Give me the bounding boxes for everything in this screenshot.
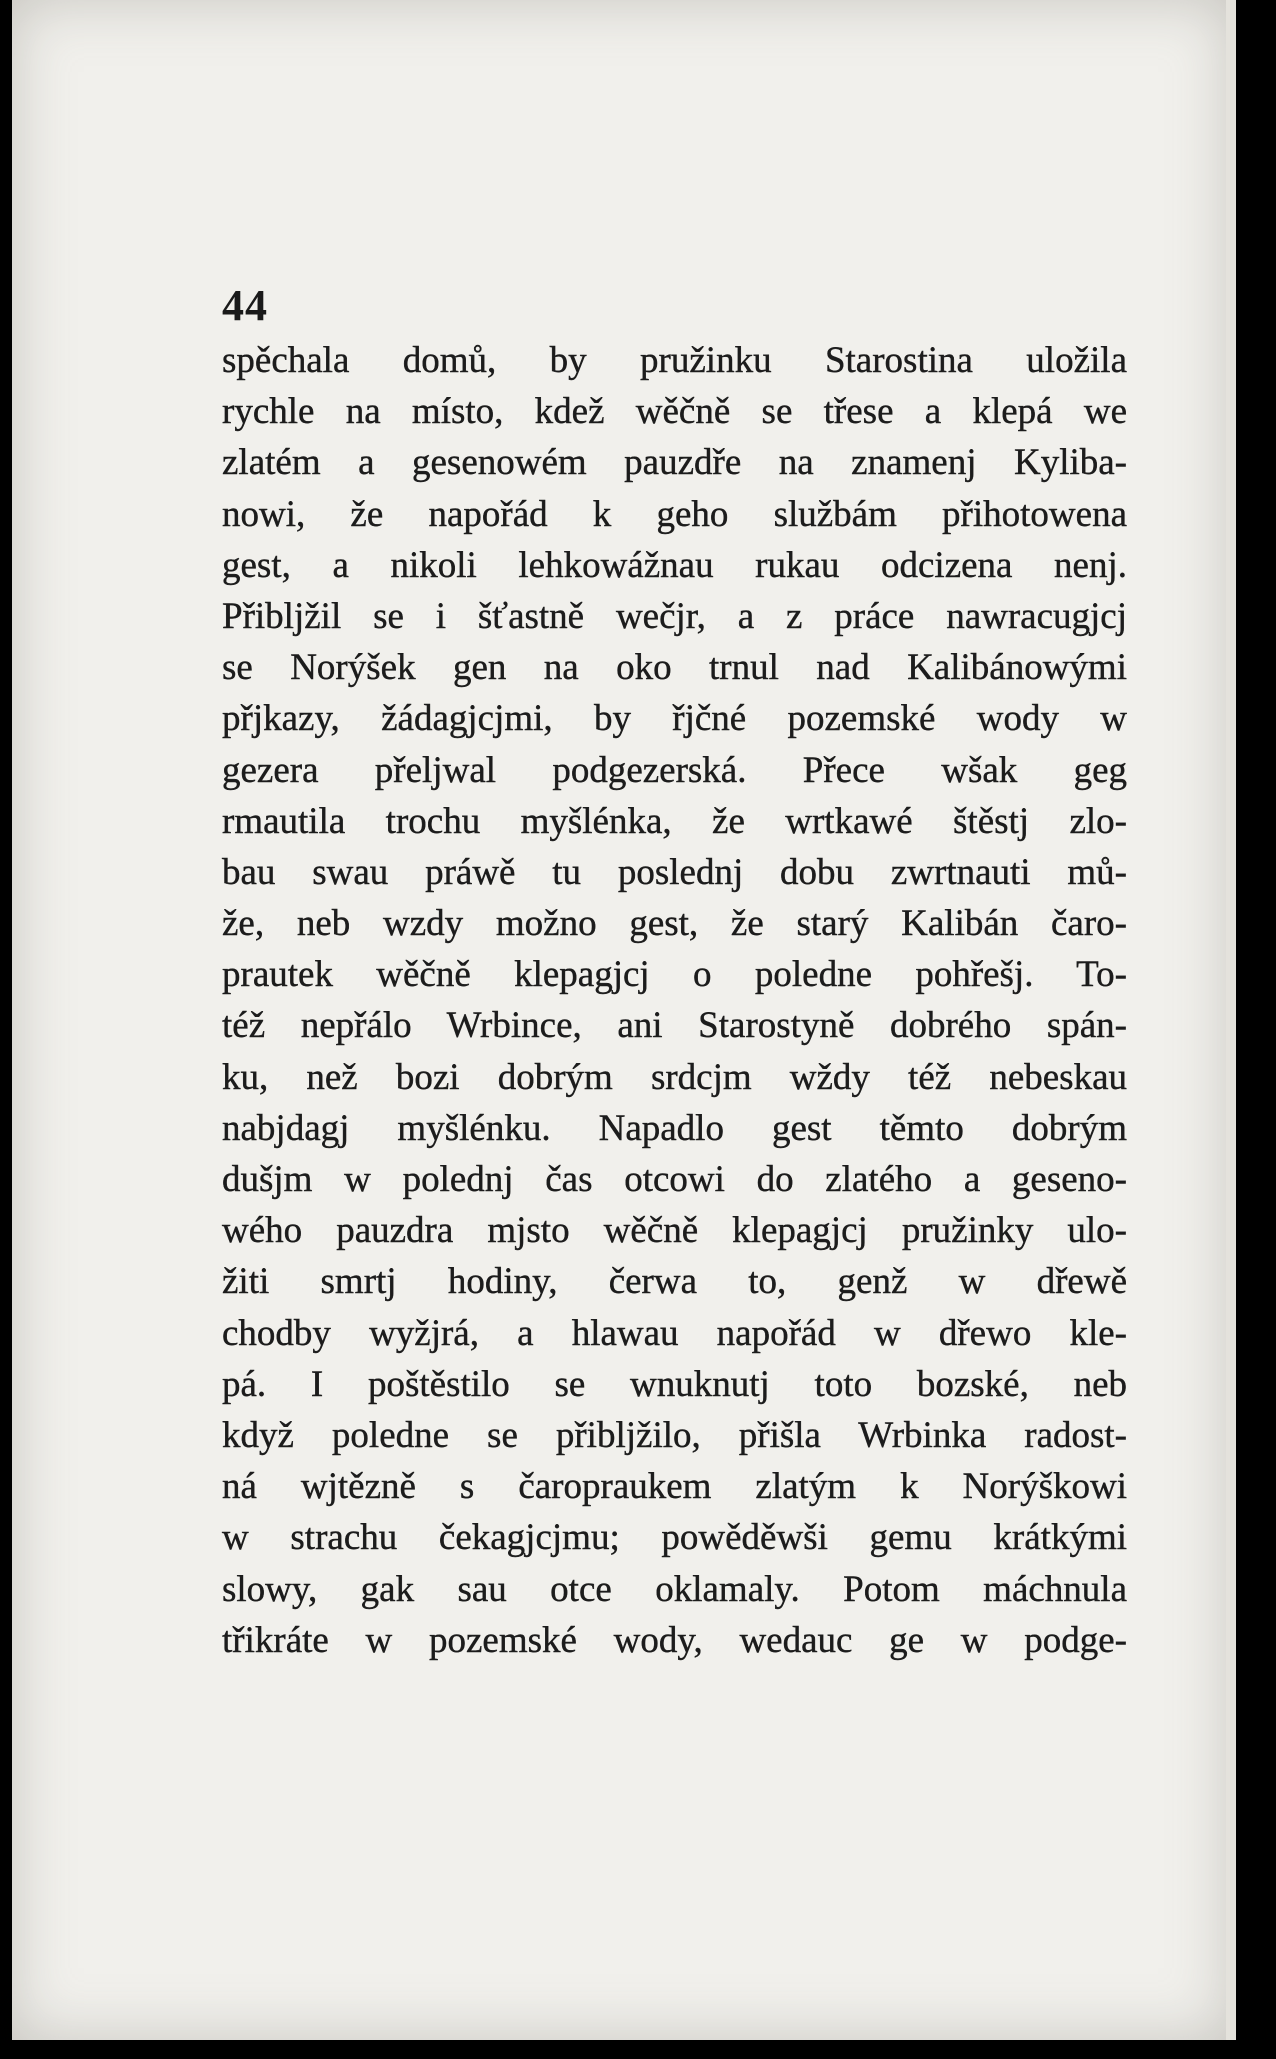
text-line: že, neb wzdy možno gest, že starý Kalibán čaro- bbox=[222, 903, 1127, 945]
text-line: gezera přeljwal podgezerská. Přece wšak geg bbox=[222, 749, 1127, 791]
text-line: spěchala domů, by pružinku Starostina uložila bbox=[222, 340, 1127, 381]
text-line: w strachu čekagjcjmu; powěděwši gemu krátkými bbox=[222, 1517, 1127, 1559]
text-line: prautek wěčně klepagjcj o poledne pohřešj. To- bbox=[222, 954, 1127, 996]
text-line: bau swau práwě tu poslednj dobu zwrtnauti mů- bbox=[222, 851, 1127, 893]
body-text bbox=[222, 335, 1127, 1666]
text-line: též nepřálo Wrbince, ani Starostyně dobrého spán- bbox=[222, 1005, 1127, 1047]
text-line: když poledne se přibljžilo, přišla Wrbinka radost- bbox=[222, 1414, 1127, 1456]
text-line: slowy, gak sau otce oklamaly. Potom máchnula bbox=[222, 1568, 1127, 1610]
text-line: třikráte w pozemské wody, wedauc ge w podge- bbox=[222, 1619, 1127, 1661]
text-line: rychle na místo, kdež wěčně se třese a klepá we bbox=[222, 391, 1127, 433]
text-line: nowi, že napořád k geho službám přihotowena bbox=[222, 493, 1127, 535]
text-line: zlatém a gesenowém pauzdře na znamenj Kyliba- bbox=[222, 442, 1127, 484]
text-line: rmautila trochu myšlénka, že wrtkawé štěstj zlo- bbox=[222, 800, 1127, 842]
text-line: pá. I poštěstilo se wnuknutj toto bozské, neb bbox=[222, 1363, 1127, 1405]
text-line: nabjdagj myšlénku. Napadlo gest těmto dobrým bbox=[222, 1107, 1127, 1149]
text-line: gest, a nikoli lehkowážnau rukau odcizena nenj. bbox=[222, 544, 1127, 586]
text-line: ku, než bozi dobrým srdcjm wždy též nebeskau bbox=[222, 1056, 1127, 1098]
page-number: 44 bbox=[222, 281, 268, 330]
text-line: se Norýšek gen na oko trnul nad Kalibánowými bbox=[222, 647, 1127, 689]
text-line: wého pauzdra mjsto wěčně klepagjcj pružinky ulo- bbox=[222, 1210, 1127, 1252]
text-line: přjkazy, žádagjcjmi, by řjčné pozemské wody w bbox=[222, 698, 1127, 740]
text-line: ná wjtězně s čaropraukem zlatým k Norýškowi bbox=[222, 1466, 1127, 1508]
text-line: chodby wyžjrá, a hlawau napořád w dřewo kle- bbox=[222, 1312, 1127, 1354]
text-line: žiti smrtj hodiny, čerwa to, genž w dřewě bbox=[222, 1261, 1127, 1303]
text-line: Přibljžil se i šťastně wečjr, a z práce nawracugjcj bbox=[222, 595, 1127, 637]
book-page bbox=[12, 0, 1230, 2040]
text-line: dušjm w polednj čas otcowi do zlatého a geseno- bbox=[222, 1159, 1127, 1200]
